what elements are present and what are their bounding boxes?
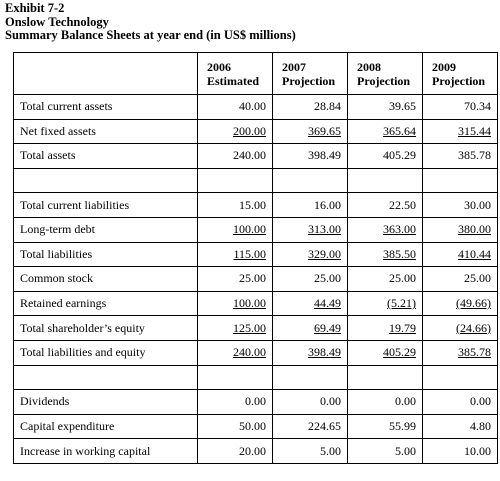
cell-value: 40.00 — [239, 99, 266, 114]
cell-value: 69.49 — [314, 320, 341, 335]
value-cell — [423, 414, 498, 439]
value-cell — [273, 119, 348, 144]
value-cell — [348, 439, 423, 464]
value-cell — [198, 390, 273, 415]
value-cell — [198, 316, 273, 341]
cell-value: 405.29 — [383, 148, 416, 163]
header-cell-2008 — [348, 53, 423, 95]
header-cell-2007 — [273, 53, 348, 95]
row-label: Dividends — [14, 390, 198, 415]
cell-value: 224.65 — [308, 419, 341, 434]
value-cell — [198, 242, 273, 267]
row-label: Long-term debt — [14, 217, 198, 242]
value-cell — [198, 193, 273, 218]
cell-value: 410.44 — [458, 246, 491, 261]
value-cell — [423, 316, 498, 341]
value-cell — [273, 95, 348, 120]
table-subtitle: Summary Balance Sheets at year end (in US$ millions) — [5, 28, 296, 42]
header-cell-2006 — [198, 53, 273, 95]
value-cell — [348, 267, 423, 292]
table-row — [14, 193, 498, 218]
row-label: Common stock — [14, 267, 198, 292]
cell-value: 19.79 — [389, 320, 416, 335]
cell-value: (24.66) — [456, 320, 491, 335]
cell-value: 369.65 — [308, 123, 341, 138]
cell-value: 200.00 — [233, 123, 266, 138]
value-cell — [423, 144, 498, 169]
value-cell — [348, 414, 423, 439]
value-cell — [198, 168, 273, 193]
row-label: Capital expenditure — [14, 414, 198, 439]
value-cell — [423, 340, 498, 365]
value-cell — [348, 365, 423, 390]
cell-value: 39.65 — [389, 99, 416, 114]
value-cell — [198, 119, 273, 144]
cell-value: 28.84 — [314, 99, 341, 114]
value-cell — [198, 291, 273, 316]
cell-value: 25.00 — [314, 271, 341, 286]
row-label: Total current liabilities — [14, 193, 198, 218]
cell-value: 365.64 — [383, 123, 416, 138]
column-year: 2009 — [432, 59, 456, 74]
value-cell — [273, 414, 348, 439]
cell-value: 125.00 — [233, 320, 266, 335]
table-row — [14, 316, 498, 341]
value-cell — [348, 119, 423, 144]
value-cell — [348, 340, 423, 365]
balance-sheet-table — [13, 52, 498, 464]
cell-value: 100.00 — [233, 222, 266, 237]
cell-value: 329.00 — [308, 246, 341, 261]
value-cell — [423, 95, 498, 120]
cell-value: 44.49 — [314, 296, 341, 311]
row-label: Total shareholder’s equity — [14, 316, 198, 341]
column-year: 2007 — [282, 59, 306, 74]
value-cell — [348, 242, 423, 267]
row-label: Total liabilities — [14, 242, 198, 267]
value-cell — [273, 267, 348, 292]
cell-value: 0.00 — [245, 394, 266, 409]
cell-value: 240.00 — [233, 345, 266, 360]
value-cell — [273, 390, 348, 415]
row-label: Retained earnings — [14, 291, 198, 316]
cell-value: 100.00 — [233, 296, 266, 311]
cell-value: 385.78 — [458, 148, 491, 163]
cell-value: 70.34 — [464, 99, 491, 114]
cell-value: 4.80 — [470, 419, 491, 434]
value-cell — [198, 365, 273, 390]
cell-value: 405.29 — [383, 345, 416, 360]
cell-value: 398.49 — [308, 345, 341, 360]
cell-value: 25.00 — [239, 271, 266, 286]
value-cell — [198, 95, 273, 120]
cell-value: 115.00 — [233, 246, 266, 261]
column-kind: Estimated — [207, 73, 259, 88]
value-cell — [348, 144, 423, 169]
value-cell — [198, 217, 273, 242]
cell-value: 398.49 — [308, 148, 341, 163]
value-cell — [198, 414, 273, 439]
spacer-row — [14, 365, 498, 390]
cell-value: (5.21) — [387, 296, 416, 311]
value-cell — [348, 217, 423, 242]
value-cell — [273, 242, 348, 267]
cell-value: 16.00 — [314, 197, 341, 212]
row-label: Increase in working capital — [14, 439, 198, 464]
value-cell — [348, 390, 423, 415]
cell-value: 315.44 — [458, 123, 491, 138]
exhibit-heading — [5, 2, 296, 43]
cell-value: 15.00 — [239, 197, 266, 212]
value-cell — [198, 267, 273, 292]
value-cell — [423, 242, 498, 267]
column-kind: Projection — [282, 73, 336, 88]
value-cell — [273, 217, 348, 242]
cell-value: (49.66) — [456, 296, 491, 311]
value-cell — [423, 439, 498, 464]
row-label: Total liabilities and equity — [14, 340, 198, 365]
cell-value: 25.00 — [464, 271, 491, 286]
row-label: Net fixed assets — [14, 119, 198, 144]
value-cell — [423, 390, 498, 415]
cell-value: 240.00 — [233, 148, 266, 163]
cell-value: 385.50 — [383, 246, 416, 261]
value-cell — [273, 291, 348, 316]
value-cell — [423, 168, 498, 193]
table-row — [14, 267, 498, 292]
value-cell — [423, 217, 498, 242]
value-cell — [198, 340, 273, 365]
row-label: Total assets — [14, 144, 198, 169]
value-cell — [273, 193, 348, 218]
value-cell — [348, 95, 423, 120]
cell-value: 10.00 — [464, 443, 491, 458]
row-label: Total current assets — [14, 95, 198, 120]
table-row — [14, 340, 498, 365]
value-cell — [348, 168, 423, 193]
value-cell — [273, 365, 348, 390]
cell-value: 30.00 — [464, 197, 491, 212]
table-row — [14, 390, 498, 415]
header-blank-cell — [14, 53, 198, 95]
value-cell — [423, 119, 498, 144]
value-cell — [273, 168, 348, 193]
value-cell — [273, 316, 348, 341]
value-cell — [273, 439, 348, 464]
column-year: 2006 — [207, 59, 231, 74]
header-cell-2009 — [423, 53, 498, 95]
value-cell — [348, 316, 423, 341]
table-row — [14, 144, 498, 169]
column-kind: Projection — [357, 73, 411, 88]
column-year: 2008 — [357, 59, 381, 74]
row-label — [14, 168, 198, 193]
value-cell — [198, 439, 273, 464]
cell-value: 50.00 — [239, 419, 266, 434]
spacer-row — [14, 168, 498, 193]
value-cell — [423, 365, 498, 390]
table-row — [14, 439, 498, 464]
header-row — [14, 53, 498, 95]
row-label — [14, 365, 198, 390]
value-cell — [423, 291, 498, 316]
table-row — [14, 291, 498, 316]
column-kind: Projection — [432, 73, 486, 88]
value-cell — [198, 144, 273, 169]
cell-value: 363.00 — [383, 222, 416, 237]
company-name: Onslow Technology — [5, 14, 109, 29]
value-cell — [423, 193, 498, 218]
cell-value: 380.00 — [458, 222, 491, 237]
cell-value: 5.00 — [395, 443, 416, 458]
value-cell — [273, 340, 348, 365]
cell-value: 5.00 — [320, 443, 341, 458]
value-cell — [348, 193, 423, 218]
table-row — [14, 217, 498, 242]
cell-value: 20.00 — [239, 443, 266, 458]
value-cell — [348, 291, 423, 316]
table-row — [14, 95, 498, 120]
cell-value: 0.00 — [470, 394, 491, 409]
exhibit-number: Exhibit 7-2 — [5, 1, 65, 15]
cell-value: 22.50 — [389, 197, 416, 212]
cell-value: 385.78 — [458, 345, 491, 360]
cell-value: 313.00 — [308, 222, 341, 237]
cell-value: 0.00 — [320, 394, 341, 409]
table-row — [14, 242, 498, 267]
table-row — [14, 414, 498, 439]
cell-value: 25.00 — [389, 271, 416, 286]
cell-value: 55.99 — [389, 419, 416, 434]
value-cell — [423, 267, 498, 292]
cell-value: 0.00 — [395, 394, 416, 409]
value-cell — [273, 144, 348, 169]
table-row — [14, 119, 498, 144]
